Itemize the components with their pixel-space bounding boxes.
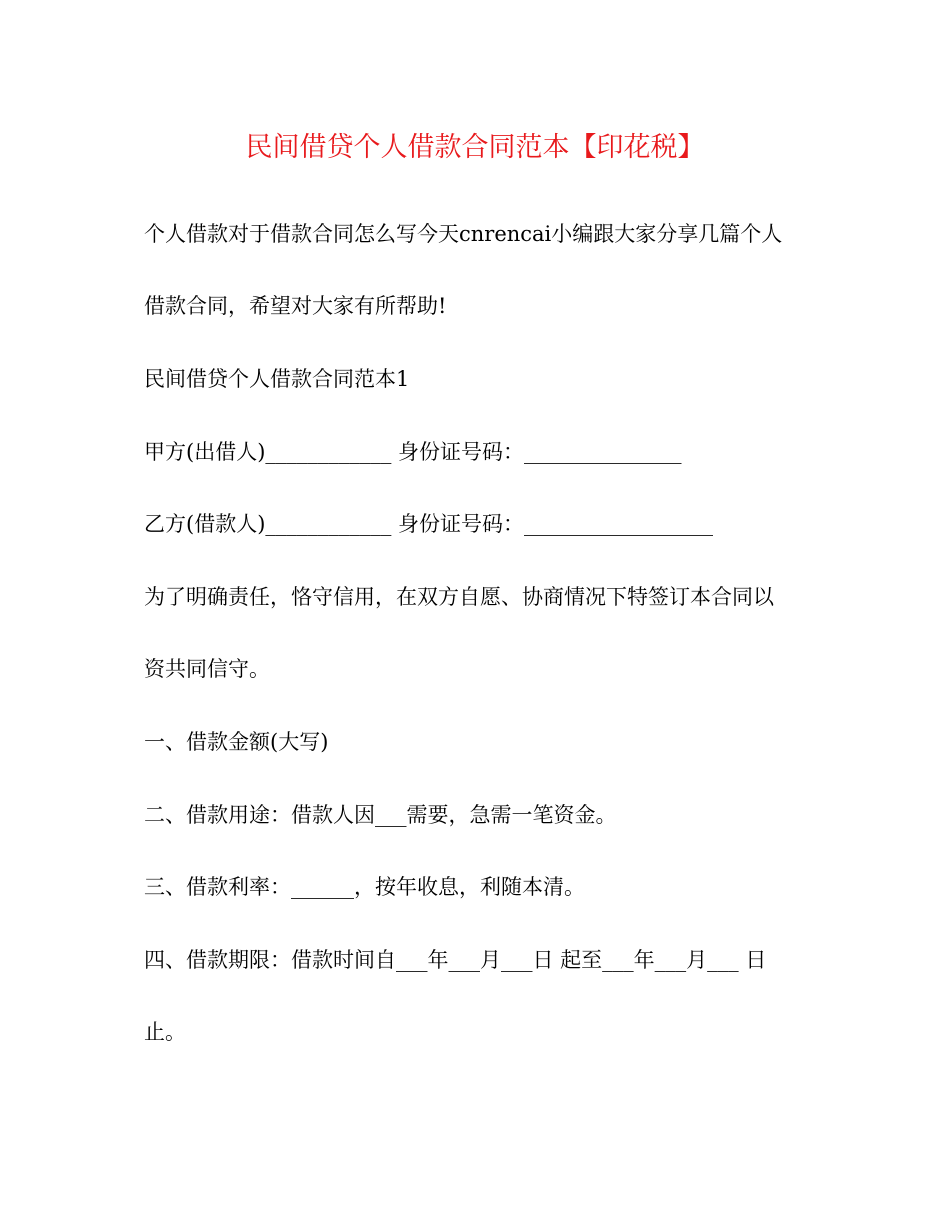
party-a-line: 甲方(出借人)____________ 身份证号码：_______________ <box>144 440 682 464</box>
intro-line-2: 借款合同，希望对大家有所帮助! <box>144 294 447 318</box>
intro-line-1: 个人借款对于借款合同怎么写今天cnrencai小编跟大家分享几篇个人 <box>144 222 783 246</box>
clause-amount: 一、借款金额(大写) <box>144 730 329 754</box>
party-b-line: 乙方(借款人)____________ 身份证号码：__________________ <box>144 512 714 536</box>
clause-purpose: 二、借款用途：借款人因___需要，急需一笔资金。 <box>144 803 617 827</box>
contract-heading: 民间借贷个人借款合同范本1 <box>144 367 410 391</box>
clause-term-end: 止。 <box>144 1020 186 1044</box>
clause-term: 四、借款期限：借款时间自___年___月___日 起至___年___月___ 日 <box>144 948 767 972</box>
document-title: 民间借贷个人借款合同范本【印花税】 <box>245 132 705 163</box>
preamble-line-2: 资共同信守。 <box>144 657 270 681</box>
clause-interest: 三、借款利率：______，按年收息，利随本清。 <box>144 875 585 899</box>
preamble-line-1: 为了明确责任，恪守信用，在双方自愿、协商情况下特签订本合同以 <box>144 585 774 609</box>
